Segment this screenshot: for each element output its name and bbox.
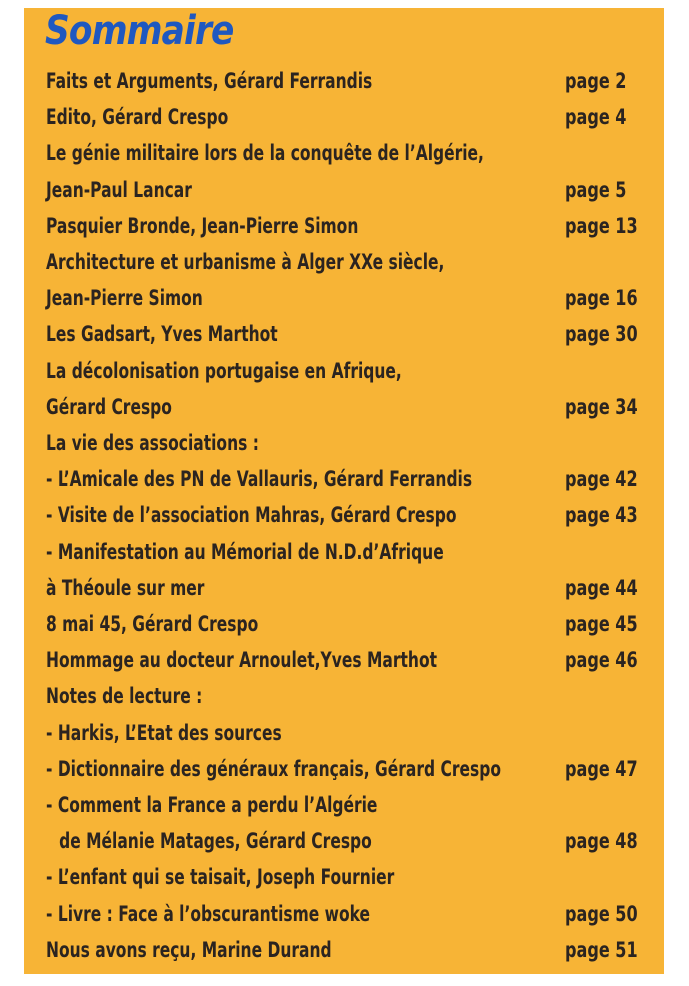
toc-entry-text: Edito, Gérard Crespo (46, 105, 229, 129)
toc-entry-text: - Visite de l’association Mahras, Gérard Crespo (46, 503, 457, 527)
toc-entry (46, 64, 444, 98)
toc-page-number-text: page 16 (565, 286, 638, 310)
toc-entry (46, 752, 601, 786)
toc-entry-text: La vie des associations : (46, 431, 259, 455)
toc-page-number (565, 390, 650, 424)
toc-entry-text: Les Gadsart, Yves Marthot (46, 322, 278, 346)
toc-entry (46, 245, 532, 279)
toc-entry-text: Notes de lecture : (46, 684, 203, 708)
toc-entry-text: 8 mai 45, Gérard Crespo (46, 612, 259, 636)
toc-page-number-text: page 5 (565, 178, 627, 202)
toc-entry-text: - Comment la France a perdu l’Algérie (46, 793, 378, 817)
toc-entry (46, 933, 394, 967)
toc-page-number-text: page 4 (565, 105, 627, 129)
toc-page-number-text: page 43 (565, 503, 638, 527)
toc-entry-text: Jean-Paul Lancar (46, 178, 192, 202)
toc-entry (46, 498, 547, 532)
toc-page-number (565, 281, 650, 315)
toc-entry (46, 788, 450, 822)
toc-page-number-text: page 50 (565, 902, 638, 926)
toc-page-number-text: page 2 (565, 69, 627, 93)
toc-page-number-text: page 44 (565, 576, 638, 600)
toc-page-number-text: page 30 (565, 322, 638, 346)
toc-entry-text: Architecture et urbanisme à Alger XXe siècle, (46, 250, 445, 274)
toc-page-number (565, 209, 650, 243)
toc-entry (46, 317, 329, 351)
toc-entry-text: Jean-Pierre Simon (46, 286, 203, 310)
toc-entry-text: - Dictionnaire des généraux français, Gérard Crespo (46, 757, 501, 781)
toc-page-number (565, 752, 650, 786)
toc-entry (46, 716, 333, 750)
toc-entry (46, 643, 523, 677)
toc-entry-text: à Théoule sur mer (46, 576, 205, 600)
toc-page-number-text: page 47 (565, 757, 638, 781)
toc-page-number-text: page 51 (565, 938, 638, 962)
toc-page-number-text: page 42 (565, 467, 638, 491)
toc-entry-text: de Mélanie Matages, Gérard Crespo (59, 829, 372, 853)
toc-page-number (565, 607, 650, 641)
toc-page-number-text: page 48 (565, 829, 638, 853)
toc-page-number (565, 571, 650, 605)
toc-page-number (565, 173, 637, 207)
toc-entry (46, 136, 580, 170)
toc-entry (46, 390, 200, 424)
toc-entry (46, 897, 441, 931)
toc-page-number (565, 643, 650, 677)
toc-entry-text: - L’Amicale des PN de Vallauris, Gérard Ferrandis (46, 467, 473, 491)
toc-page-number (565, 64, 637, 98)
toc-page-number (565, 462, 650, 496)
toc-entry (46, 173, 224, 207)
toc-entry (46, 824, 443, 858)
toc-entry (46, 607, 305, 641)
toc-entry-text: Gérard Crespo (46, 395, 172, 419)
toc-entry (46, 462, 566, 496)
toc-entry-text: - Harkis, L’Etat des sources (46, 721, 282, 745)
toc-entry-text: - L’enfant qui se taisait, Joseph Fournier (46, 865, 395, 889)
toc-page-number-text: page 45 (565, 612, 638, 636)
toc-entry (46, 209, 427, 243)
toc-page-number (565, 100, 637, 134)
toc-page-number-text: page 34 (565, 395, 638, 419)
toc-entry (46, 535, 531, 569)
page-title: Sommaire (45, 8, 234, 54)
toc-page-number-text: page 46 (565, 648, 638, 672)
toc-entry-text: Hommage au docteur Arnoulet,Yves Marthot (46, 648, 438, 672)
toc-page-number (565, 498, 650, 532)
toc-entry (46, 571, 239, 605)
toc-entry-text: Faits et Arguments, Gérard Ferrandis (46, 69, 373, 93)
toc-entry-text: Pasquier Bronde, Jean-Pierre Simon (46, 214, 359, 238)
toc-entry-text: - Livre : Face à l’obscurantisme woke (46, 902, 370, 926)
toc-entry-text: Nous avons reçu, Marine Durand (46, 938, 332, 962)
toc-page-number-text: page 13 (565, 214, 638, 238)
toc-entry (46, 860, 471, 894)
toc-page-number (565, 824, 650, 858)
toc-entry (46, 281, 237, 315)
toc-entry (46, 679, 237, 713)
toc-page-number (565, 933, 650, 967)
toc-page-number (565, 897, 650, 931)
toc-entry (46, 100, 268, 134)
toc-page-number (565, 317, 650, 351)
toc-entry (46, 426, 306, 460)
toc-entry-text: La décolonisation portugaise en Afrique, (46, 359, 402, 383)
toc-entry-text: - Manifestation au Mémorial de N.D.d’Afrique (46, 540, 444, 564)
toc-entry-text: Le génie militaire lors de la conquête de l’Algérie, (46, 141, 484, 165)
toc-entry (46, 354, 480, 388)
